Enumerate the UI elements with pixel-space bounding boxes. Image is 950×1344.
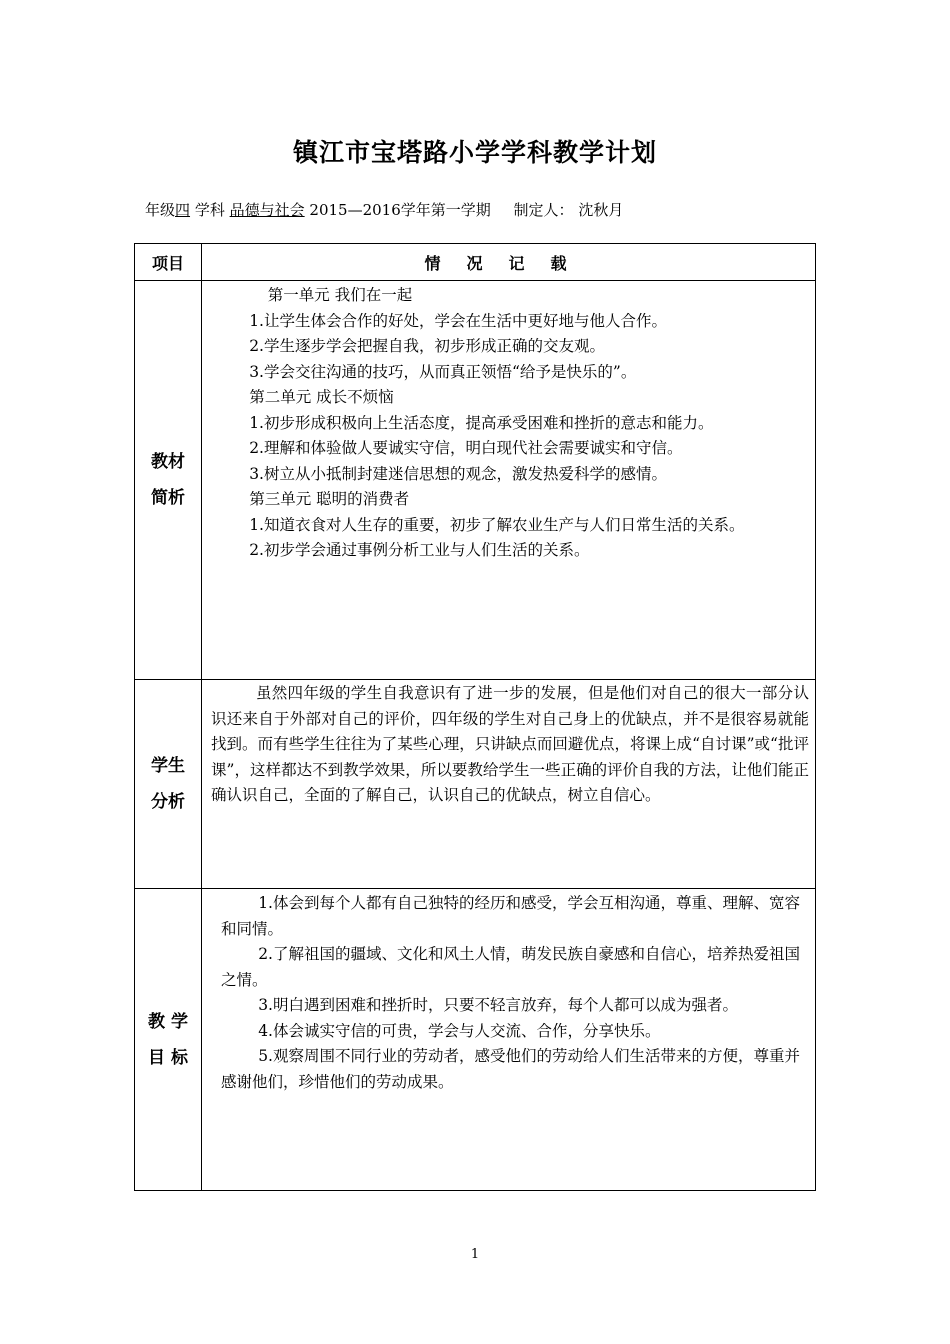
row-content-textbook bbox=[202, 281, 816, 680]
unit-heading: 第一单元 我们在一起 bbox=[267, 286, 413, 304]
row-content-students bbox=[202, 680, 816, 889]
content-paragraph: 1.让学生体会合作的好处，学会在生活中更好地与他人合作。 bbox=[249, 311, 667, 330]
content-paragraph: 1.体会到每个人都有自己独特的经历和感受，学会互相沟通，尊重、理解、宽容和同情。 bbox=[221, 894, 800, 938]
content-paragraph: 3.学会交往沟通的技巧，从而真正领悟“给予是快乐的”。 bbox=[249, 362, 637, 381]
plan-meta-line bbox=[145, 199, 623, 220]
table-row bbox=[135, 680, 816, 889]
subject-label: 学科 bbox=[194, 201, 225, 219]
content-paragraph: 4.体会诚实守信的可贵，学会与人交流、合作，分享快乐。 bbox=[258, 1021, 661, 1040]
row-label-line: 目 标 bbox=[148, 1047, 188, 1068]
row-label-line: 简析 bbox=[151, 488, 185, 508]
content-paragraph: 3.树立从小抵制封建迷信思想的观念，激发热爱科学的感情。 bbox=[249, 464, 667, 483]
row-label-line: 分析 bbox=[151, 792, 185, 812]
page-number: 1 bbox=[470, 1247, 480, 1262]
content-paragraph: 2.学生逐步学会把握自我，初步形成正确的交友观。 bbox=[249, 337, 605, 355]
content-paragraph: 3.明白遇到困难和挫折时，只要不轻言放弃，每个人都可以成为强者。 bbox=[258, 996, 738, 1014]
row-label-students bbox=[135, 680, 202, 889]
document-title: 镇江市宝塔路小学学科教学计划 bbox=[292, 138, 657, 167]
content-paragraph: 1.初步形成积极向上生活态度，提高承受困难和挫折的意志和能力。 bbox=[249, 413, 714, 432]
row-content-goals bbox=[202, 889, 816, 1191]
grade-label: 年级 bbox=[145, 201, 176, 219]
content-paragraph: 1.知道衣食对人生存的重要，初步了解农业生产与人们日常生活的关系。 bbox=[249, 515, 745, 534]
table-row bbox=[135, 889, 816, 1191]
grade-value: 四 bbox=[175, 201, 191, 219]
row-label-goals bbox=[135, 889, 202, 1191]
row-label-textbook bbox=[135, 281, 202, 680]
author-name: 沈秋月 bbox=[578, 201, 624, 219]
unit-heading: 第二单元 成长不烦恼 bbox=[249, 388, 394, 406]
header-record: 情况记载 bbox=[202, 244, 816, 281]
content-paragraph: 2.了解祖国的疆域、文化和风土人情，萌发民族自豪感和自信心，培养热爱祖国之情。 bbox=[221, 945, 800, 989]
term: 2015—2016学年第一学期 bbox=[309, 201, 491, 219]
author-label: 制定人： bbox=[513, 201, 574, 219]
plan-table bbox=[134, 243, 816, 1191]
header-item: 项目 bbox=[135, 244, 202, 281]
row-label-line: 学生 bbox=[151, 756, 185, 776]
content-paragraph: 2.初步学会通过事例分析工业与人们生活的关系。 bbox=[249, 541, 590, 559]
row-label-line: 教材 bbox=[151, 452, 185, 472]
table-row bbox=[135, 281, 816, 680]
content-paragraph: 虽然四年级的学生自我意识有了进一步的发展，但是他们对自己的很大一部分认识还来自于外部对自己的评价，四年级的学生对自己身上的优缺点，并不是很容易就能找到。而有些学生往往为了某些心理，只讲缺点而回避优点，将课上成“自讨课”或“批评课”，这样都达不到教学效果，所以要教给学生一些正确的评价自我的方法，让他们能正确认识自己，全面的了解自己，认识自己的优缺点，树立自信心。 bbox=[211, 684, 809, 804]
table-header-row bbox=[135, 244, 816, 281]
unit-heading: 第三单元 聪明的消费者 bbox=[249, 490, 410, 508]
row-label-line: 教 学 bbox=[148, 1011, 188, 1032]
content-paragraph: 2.理解和体验做人要诚实守信，明白现代社会需要诚实和守信。 bbox=[249, 439, 683, 457]
subject-value: 品德与社会 bbox=[229, 201, 305, 219]
content-paragraph: 5.观察周围不同行业的劳动者，感受他们的劳动给人们生活带来的方便，尊重并感谢他们，珍惜他们的劳动成果。 bbox=[221, 1047, 800, 1091]
